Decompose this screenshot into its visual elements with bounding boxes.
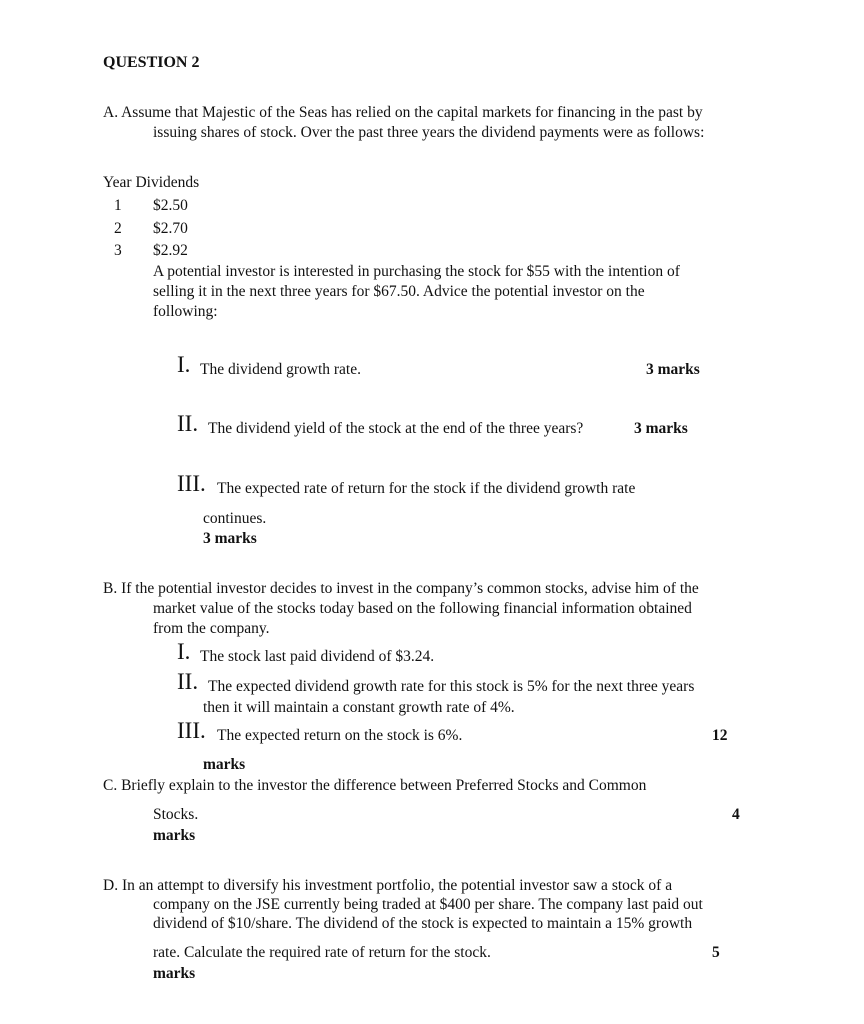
part-b-marks-word: marks bbox=[203, 756, 246, 773]
part-b-item-2-text-2: then it will maintain a constant growth rate of 4%. bbox=[203, 699, 515, 716]
question-heading: QUESTION 2 bbox=[103, 54, 200, 71]
table-year-1: 1 bbox=[114, 197, 122, 214]
part-a-item-2-text: The dividend yield of the stock at the end of the three years? bbox=[208, 420, 584, 437]
part-a-para-1: A potential investor is interested in purchasing the stock for $55 with the intention of bbox=[153, 263, 680, 280]
part-a-line-2: issuing shares of stock. Over the past three years the dividend payments were as follows: bbox=[153, 124, 705, 141]
table-year-3: 3 bbox=[114, 242, 122, 259]
table-header: Year Dividends bbox=[103, 174, 200, 191]
part-a-item-2-number: II. bbox=[177, 411, 199, 436]
table-year-2: 2 bbox=[114, 220, 122, 237]
part-b-item-2-number: II. bbox=[177, 669, 199, 694]
table-dividend-1: $2.50 bbox=[153, 197, 188, 214]
part-d-line-4: rate. Calculate the required rate of return for the stock. bbox=[153, 944, 491, 961]
part-a-item-3-text-2: continues. bbox=[203, 510, 267, 527]
part-a-item-3-text: The expected rate of return for the stock if the dividend growth rate bbox=[217, 480, 636, 497]
table-dividend-2: $2.70 bbox=[153, 220, 188, 237]
part-b-item-1-text: The stock last paid dividend of $3.24. bbox=[200, 648, 435, 665]
part-a-item-2-marks: 3 marks bbox=[634, 420, 688, 437]
part-b-item-2-text: The expected dividend growth rate for this stock is 5% for the next three years bbox=[208, 678, 695, 695]
part-d-line-1: D. In an attempt to diversify his investment portfolio, the potential investor saw a stock of a bbox=[103, 877, 673, 894]
part-b-item-3-text: The expected return on the stock is 6%. bbox=[217, 727, 463, 744]
part-b-item-3-number: III. bbox=[177, 718, 206, 743]
part-a-para-3: following: bbox=[153, 303, 218, 320]
part-a-item-1-number: I. bbox=[177, 352, 191, 377]
part-a-para-2: selling it in the next three years for $67.50. Advice the potential investor on the bbox=[153, 283, 645, 300]
part-b-item-1-number: I. bbox=[177, 639, 191, 664]
part-a-item-1-text: The dividend growth rate. bbox=[200, 361, 361, 378]
part-d-marks-value: 5 bbox=[712, 944, 720, 961]
part-d-line-3: dividend of $10/share. The dividend of the stock is expected to maintain a 15% growth bbox=[153, 915, 693, 932]
part-c-line-1: C. Briefly explain to the investor the difference between Preferred Stocks and Common bbox=[103, 777, 647, 794]
part-c-marks-word: marks bbox=[153, 827, 196, 844]
part-a-item-1-marks: 3 marks bbox=[646, 361, 700, 378]
part-b-marks-value: 12 bbox=[712, 727, 728, 744]
part-a-item-3-marks: 3 marks bbox=[203, 530, 257, 547]
table-dividend-3: $2.92 bbox=[153, 242, 188, 259]
part-b-line-3: from the company. bbox=[153, 620, 270, 637]
part-a-item-3-number: III. bbox=[177, 471, 206, 496]
part-a-line-1: A. Assume that Majestic of the Seas has relied on the capital markets for financing in the past by bbox=[103, 104, 703, 121]
part-b-line-1: B. If the potential investor decides to invest in the company’s common stocks, advise him of the bbox=[103, 580, 699, 597]
part-b-line-2: market value of the stocks today based on the following financial information obtained bbox=[153, 600, 692, 617]
part-d-line-2: company on the JSE currently being traded at $400 per share. The company last paid out bbox=[153, 896, 703, 913]
part-c-line-2: Stocks. bbox=[153, 806, 199, 823]
part-d-marks-word: marks bbox=[153, 965, 196, 982]
part-c-marks-value: 4 bbox=[732, 806, 740, 823]
